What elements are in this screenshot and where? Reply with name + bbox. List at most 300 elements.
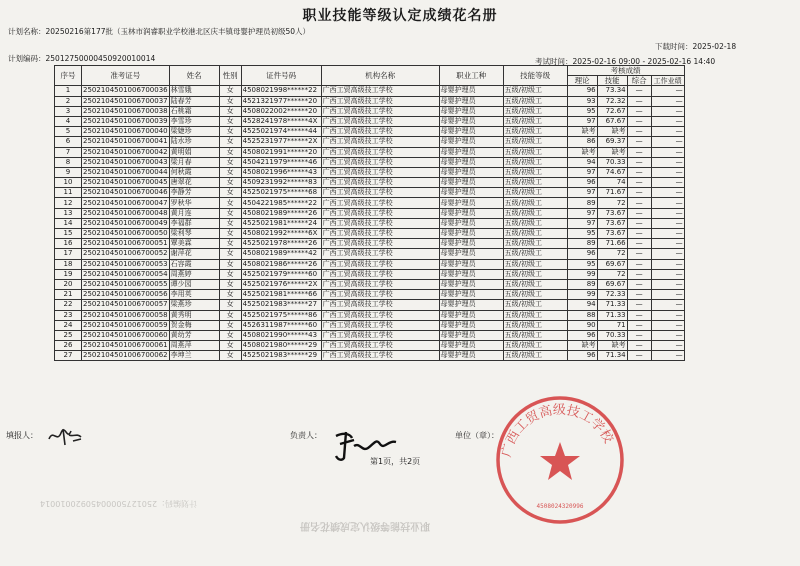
table-row: [55, 188, 685, 198]
cell-seq: 26: [55, 341, 82, 351]
cell-gender: 女: [219, 249, 241, 259]
cell-name: 黄秀明: [169, 310, 219, 320]
cell-level: 五级/初级工: [503, 341, 567, 351]
cell-ticket: 2502104501006700058: [83, 310, 168, 319]
col-skill: 技能: [597, 76, 627, 86]
cell-combined: —: [627, 147, 651, 157]
cell-work: —: [651, 218, 684, 228]
cell-job: 母婴护理员: [439, 290, 503, 300]
cell-org: 广西工贸高级技工学校: [321, 351, 439, 361]
cell-job: 母婴护理员: [439, 259, 503, 269]
cell-skill: 73.67: [597, 208, 627, 218]
cell-seq: 23: [55, 310, 82, 320]
cell-skill: 72.67: [597, 106, 627, 116]
cell-gender: 女: [219, 341, 241, 351]
cell-work: —: [651, 330, 684, 340]
cell-gender: 女: [219, 116, 241, 126]
cell-id: 4525021976******2X: [241, 279, 321, 289]
table-row: [55, 320, 685, 330]
cell-name: 谢萍花: [169, 249, 219, 259]
plan-code: 计划编码：25012750000450920010014: [8, 54, 156, 63]
filler-label: 填报人：: [6, 431, 38, 440]
cell-job: 母婴护理员: [439, 279, 503, 289]
col-name: 姓名: [169, 66, 219, 86]
cell-level: 五级/初级工: [503, 351, 567, 361]
cell-org: 广西工贸高级技工学校: [321, 157, 439, 167]
cell-ticket: 2502104501006700052: [83, 249, 168, 258]
cell-id: 4525021983******27: [241, 300, 321, 310]
cell-seq: 9: [55, 167, 82, 177]
cell-skill: 71.33: [597, 300, 627, 310]
cell-theory: 缺考: [567, 341, 597, 351]
cell-work: —: [651, 300, 684, 310]
cell-gender: 女: [219, 127, 241, 137]
cell-level: 五级/初级工: [503, 218, 567, 228]
cell-gender: 女: [219, 137, 241, 147]
cell-skill: 74.67: [597, 167, 627, 177]
cell-skill: 72.33: [597, 290, 627, 300]
cell-gender: 女: [219, 96, 241, 106]
cell-id: 4508021992******6X: [241, 229, 321, 239]
cell-org: 广西工贸高级技工学校: [321, 188, 439, 198]
cell-gender: 女: [219, 269, 241, 279]
cell-org: 广西工贸高级技工学校: [321, 86, 439, 96]
cell-seq: 4: [55, 116, 82, 126]
table-row: [55, 269, 685, 279]
cell-name: 李雪珍: [169, 116, 219, 126]
col-gender: 性别: [219, 66, 241, 86]
cell-job: 母婴护理员: [439, 116, 503, 126]
cell-theory: 95: [567, 259, 597, 269]
cell-theory: 97: [567, 218, 597, 228]
cell-skill: 73.34: [597, 86, 627, 96]
cell-org: 广西工贸高级技工学校: [321, 229, 439, 239]
col-theory: 理论: [567, 76, 597, 86]
cell-level: 五级/初级工: [503, 208, 567, 218]
cell-skill: 67.67: [597, 116, 627, 126]
cell-name: 石桃霜: [169, 106, 219, 116]
cell-seq: 10: [55, 178, 82, 188]
cell-work: —: [651, 116, 684, 126]
cell-level: 五级/初级工: [503, 330, 567, 340]
cell-name: 周燕婷: [169, 269, 219, 279]
cell-theory: 96: [567, 351, 597, 361]
cell-work: —: [651, 249, 684, 259]
cell-gender: 女: [219, 178, 241, 188]
cell-gender: 女: [219, 106, 241, 116]
cell-seq: 6: [55, 137, 82, 147]
cell-work: —: [651, 320, 684, 330]
cell-name: 梁利琴: [169, 229, 219, 239]
cell-ticket: 2502104501006700044: [83, 167, 168, 176]
cell-id: 4504221985******22: [241, 198, 321, 208]
cell-id: 4525021983******29: [241, 351, 321, 361]
table-row: [55, 178, 685, 188]
cell-combined: —: [627, 86, 651, 96]
cell-name: 梁燕珍: [169, 300, 219, 310]
cell-job: 母婴护理员: [439, 269, 503, 279]
cell-name: 周燕萍: [169, 341, 219, 351]
cell-work: —: [651, 198, 684, 208]
cell-level: 五级/初级工: [503, 239, 567, 249]
cell-ticket: 2502104501006700040: [83, 127, 168, 136]
cell-work: —: [651, 310, 684, 320]
cell-combined: —: [627, 341, 651, 351]
bleed-through-title: 职业技能等级认定成绩花名册: [300, 520, 430, 531]
cell-ticket: 2502104501006700060: [83, 330, 168, 339]
cell-combined: —: [627, 290, 651, 300]
cell-name: 唐翠花: [169, 178, 219, 188]
responsible-label: 负责人：: [290, 431, 322, 440]
cell-ticket: 2502104501006700048: [83, 208, 168, 217]
cell-job: 母婴护理员: [439, 310, 503, 320]
cell-work: —: [651, 147, 684, 157]
cell-name: 林雪娥: [169, 86, 219, 96]
cell-name: 罗秋华: [169, 198, 219, 208]
cell-org: 广西工贸高级技工学校: [321, 147, 439, 157]
cell-theory: 96: [567, 86, 597, 96]
cell-gender: 女: [219, 229, 241, 239]
cell-seq: 2: [55, 96, 82, 106]
cell-theory: 97: [567, 188, 597, 198]
table-row: [55, 310, 685, 320]
cell-skill: 缺考: [597, 341, 627, 351]
cell-work: —: [651, 279, 684, 289]
cell-seq: 19: [55, 269, 82, 279]
cell-seq: 22: [55, 300, 82, 310]
table-row: [55, 167, 685, 177]
cell-id: 4508022002******20: [241, 106, 321, 116]
cell-theory: 89: [567, 279, 597, 289]
cell-theory: 99: [567, 290, 597, 300]
cell-org: 广西工贸高级技工学校: [321, 279, 439, 289]
cell-level: 五级/初级工: [503, 116, 567, 126]
cell-seq: 12: [55, 198, 82, 208]
cell-level: 五级/初级工: [503, 229, 567, 239]
cell-level: 五级/初级工: [503, 137, 567, 147]
cell-combined: —: [627, 239, 651, 249]
cell-theory: 95: [567, 106, 597, 116]
table-row: [55, 147, 685, 157]
cell-org: 广西工贸高级技工学校: [321, 208, 439, 218]
cell-name: 李福群: [169, 218, 219, 228]
cell-job: 母婴护理员: [439, 96, 503, 106]
col-ticket: 准考证号: [82, 66, 170, 86]
download-time: 下载时间：2025-02-18: [655, 42, 737, 51]
cell-org: 广西工贸高级技工学校: [321, 218, 439, 228]
cell-job: 母婴护理员: [439, 208, 503, 218]
cell-work: —: [651, 229, 684, 239]
table-row: [55, 157, 685, 167]
col-seq: 序号: [55, 66, 82, 86]
cell-theory: 88: [567, 310, 597, 320]
col-combined: 综合: [627, 76, 651, 86]
table-row: [55, 259, 685, 269]
cell-id: 4525021981******66: [241, 290, 321, 300]
cell-theory: 96: [567, 249, 597, 259]
cell-id: 4526311987******60: [241, 320, 321, 330]
cell-id: 4504211979******46: [241, 157, 321, 167]
col-id: 证件号码: [241, 66, 321, 86]
cell-job: 母婴护理员: [439, 229, 503, 239]
unit-label: 单位（章）：: [455, 431, 499, 440]
cell-org: 广西工贸高级技工学校: [321, 167, 439, 177]
cell-theory: 90: [567, 320, 597, 330]
table-row: [55, 208, 685, 218]
filler-signature: [45, 425, 85, 447]
cell-level: 五级/初级工: [503, 188, 567, 198]
cell-work: —: [651, 239, 684, 249]
cell-ticket: 250210450100670003​6: [83, 86, 168, 95]
cell-gender: 女: [219, 167, 241, 177]
cell-job: 母婴护理员: [439, 106, 503, 116]
cell-theory: 89: [567, 239, 597, 249]
cell-seq: 16: [55, 239, 82, 249]
cell-id: 4528241978******4X: [241, 116, 321, 126]
cell-id: 4508021998******22: [241, 86, 321, 96]
cell-gender: 女: [219, 279, 241, 289]
cell-seq: 17: [55, 249, 82, 259]
cell-gender: 女: [219, 259, 241, 269]
cell-combined: —: [627, 351, 651, 361]
cell-ticket: 2502104501006700038: [83, 106, 168, 115]
cell-level: 五级/初级工: [503, 86, 567, 96]
cell-seq: 27: [55, 351, 82, 361]
cell-seq: 24: [55, 320, 82, 330]
table-row: [55, 229, 685, 239]
cell-work: —: [651, 167, 684, 177]
cell-gender: 女: [219, 147, 241, 157]
cell-job: 母婴护理员: [439, 178, 503, 188]
cell-name: 黄幼芳: [169, 330, 219, 340]
cell-gender: 女: [219, 310, 241, 320]
cell-ticket: 2502104501006700039: [83, 117, 168, 126]
table-row: [55, 279, 685, 289]
cell-id: 4508021990******43: [241, 330, 321, 340]
cell-level: 五级/初级工: [503, 127, 567, 137]
cell-theory: 96: [567, 330, 597, 340]
cell-org: 广西工贸高级技工学校: [321, 330, 439, 340]
cell-work: —: [651, 188, 684, 198]
cell-org: 广西工贸高级技工学校: [321, 96, 439, 106]
cell-theory: 97: [567, 116, 597, 126]
table-row: [55, 127, 685, 137]
cell-combined: —: [627, 96, 651, 106]
cell-work: —: [651, 178, 684, 188]
cell-org: 广西工贸高级技工学校: [321, 310, 439, 320]
cell-work: —: [651, 290, 684, 300]
cell-combined: —: [627, 300, 651, 310]
cell-skill: 72: [597, 198, 627, 208]
cell-level: 五级/初级工: [503, 300, 567, 310]
cell-gender: 女: [219, 218, 241, 228]
cell-combined: —: [627, 198, 651, 208]
cell-ticket: 2502104501006700049: [83, 218, 168, 227]
cell-seq: 21: [55, 290, 82, 300]
cell-work: —: [651, 96, 684, 106]
cell-theory: 95: [567, 229, 597, 239]
cell-theory: 97: [567, 208, 597, 218]
table-row: [55, 198, 685, 208]
cell-skill: 69.67: [597, 279, 627, 289]
cell-job: 母婴护理员: [439, 198, 503, 208]
cell-combined: —: [627, 320, 651, 330]
cell-theory: 97: [567, 167, 597, 177]
cell-skill: 70.33: [597, 330, 627, 340]
cell-ticket: 2502104501006700061: [83, 341, 168, 350]
cell-job: 母婴护理员: [439, 137, 503, 147]
cell-seq: 8: [55, 157, 82, 167]
table-row: [55, 351, 685, 361]
cell-job: 母婴护理员: [439, 320, 503, 330]
cell-combined: —: [627, 127, 651, 137]
cell-name: 黄明娟: [169, 147, 219, 157]
cell-theory: 89: [567, 198, 597, 208]
cell-org: 广西工贸高级技工学校: [321, 300, 439, 310]
cell-gender: 女: [219, 351, 241, 361]
cell-name: 贺金梅: [169, 320, 219, 330]
cell-ticket: 2502104501006700054: [83, 269, 168, 278]
exam-time: 考试时间：2025-02-16 09:00 - 2025-02-16 14:40: [535, 57, 716, 66]
cell-job: 母婴护理员: [439, 86, 503, 96]
cell-combined: —: [627, 116, 651, 126]
bleed-through-code: 计划编码：25012750000450920010014: [40, 499, 198, 508]
cell-level: 五级/初级工: [503, 198, 567, 208]
cell-org: 广西工贸高级技工学校: [321, 198, 439, 208]
cell-seq: 13: [55, 208, 82, 218]
cell-skill: 73.67: [597, 218, 627, 228]
cell-skill: 70.33: [597, 157, 627, 167]
cell-skill: 71.34: [597, 351, 627, 361]
col-org: 机构名称: [321, 66, 439, 86]
cell-org: 广西工贸高级技工学校: [321, 341, 439, 351]
cell-id: 4525021975******68: [241, 188, 321, 198]
table-row: [55, 249, 685, 259]
cell-level: 五级/初级工: [503, 167, 567, 177]
cell-combined: —: [627, 229, 651, 239]
cell-name: 梁月春: [169, 157, 219, 167]
cell-job: 母婴护理员: [439, 300, 503, 310]
cell-gender: 女: [219, 290, 241, 300]
cell-theory: 94: [567, 300, 597, 310]
cell-level: 五级/初级工: [503, 147, 567, 157]
table-header-row-1: [55, 66, 685, 76]
table-row: [55, 239, 685, 249]
col-scores: 考核成绩: [567, 66, 684, 76]
cell-ticket: 2502104501006700050: [83, 229, 168, 238]
cell-theory: 缺考: [567, 127, 597, 137]
cell-job: 母婴护理员: [439, 188, 503, 198]
cell-org: 广西工贸高级技工学校: [321, 290, 439, 300]
cell-org: 广西工贸高级技工学校: [321, 178, 439, 188]
col-level: 技能等级: [503, 66, 567, 86]
cell-org: 广西工贸高级技工学校: [321, 127, 439, 137]
cell-id: 4508021980******29: [241, 341, 321, 351]
cell-level: 五级/初级工: [503, 320, 567, 330]
cell-name: 李坤兰: [169, 351, 219, 361]
cell-skill: 72.32: [597, 96, 627, 106]
cell-id: 4508021991******20: [241, 147, 321, 157]
cell-skill: 71: [597, 320, 627, 330]
cell-id: 4508021996******43: [241, 167, 321, 177]
cell-skill: 缺考: [597, 127, 627, 137]
table-row: [55, 218, 685, 228]
cell-level: 五级/初级工: [503, 279, 567, 289]
cell-job: 母婴护理员: [439, 218, 503, 228]
table-row: [55, 116, 685, 126]
cell-seq: 25: [55, 330, 82, 340]
cell-name: 何秋霞: [169, 167, 219, 177]
page-title: 职业技能等级认定成绩花名册: [302, 8, 498, 24]
table-row: [55, 106, 685, 116]
cell-org: 广西工贸高级技工学校: [321, 106, 439, 116]
cell-seq: 5: [55, 127, 82, 137]
cell-theory: 93: [567, 96, 597, 106]
cell-org: 广西工贸高级技工学校: [321, 137, 439, 147]
cell-ticket: 2502104501006700037: [83, 96, 168, 105]
cell-skill: 缺考: [597, 147, 627, 157]
cell-name: 黄月连: [169, 208, 219, 218]
cell-name: 梁婕珍: [169, 127, 219, 137]
cell-id: 4525021978******26: [241, 239, 321, 249]
table-row: [55, 300, 685, 310]
cell-combined: —: [627, 167, 651, 177]
cell-skill: 71.66: [597, 239, 627, 249]
cell-name: 李用英: [169, 290, 219, 300]
cell-id: 4525021981******24: [241, 218, 321, 228]
cell-level: 五级/初级工: [503, 106, 567, 116]
cell-combined: —: [627, 279, 651, 289]
cell-level: 五级/初级工: [503, 96, 567, 106]
cell-name: 陆水珍: [169, 137, 219, 147]
col-job: 职业工种: [439, 66, 503, 86]
cell-gender: 女: [219, 320, 241, 330]
cell-skill: 69.67: [597, 259, 627, 269]
cell-id: 4509231992******83: [241, 178, 321, 188]
cell-level: 五级/初级工: [503, 249, 567, 259]
cell-ticket: 2502104501006700047: [83, 198, 168, 207]
cell-work: —: [651, 351, 684, 361]
cell-name: 石容霞: [169, 259, 219, 269]
seal-number: 4508024320996: [536, 503, 584, 510]
cell-skill: 73.67: [597, 229, 627, 239]
cell-combined: —: [627, 249, 651, 259]
cell-skill: 72: [597, 249, 627, 259]
cell-ticket: 2502104501006700045: [83, 178, 168, 187]
cell-level: 五级/初级工: [503, 178, 567, 188]
cell-job: 母婴护理员: [439, 341, 503, 351]
plan-name: 计划名称：20250216第177批（玉林市润睿职业学校港北区庆丰镇母婴护理员初级50人）: [8, 27, 311, 36]
cell-combined: —: [627, 269, 651, 279]
cell-gender: 女: [219, 239, 241, 249]
cell-skill: 74: [597, 178, 627, 188]
cell-ticket: 2502104501006700053: [83, 259, 168, 268]
cell-work: —: [651, 269, 684, 279]
cell-level: 五级/初级工: [503, 259, 567, 269]
cell-job: 母婴护理员: [439, 330, 503, 340]
cell-combined: —: [627, 310, 651, 320]
cell-theory: 86: [567, 137, 597, 147]
cell-combined: —: [627, 330, 651, 340]
cell-job: 母婴护理员: [439, 239, 503, 249]
cell-combined: —: [627, 106, 651, 116]
cell-job: 母婴护理员: [439, 157, 503, 167]
cell-id: 4521321977******20: [241, 96, 321, 106]
cell-job: 母婴护理员: [439, 249, 503, 259]
cell-skill: 72: [597, 269, 627, 279]
cell-org: 广西工贸高级技工学校: [321, 249, 439, 259]
cell-gender: 女: [219, 198, 241, 208]
